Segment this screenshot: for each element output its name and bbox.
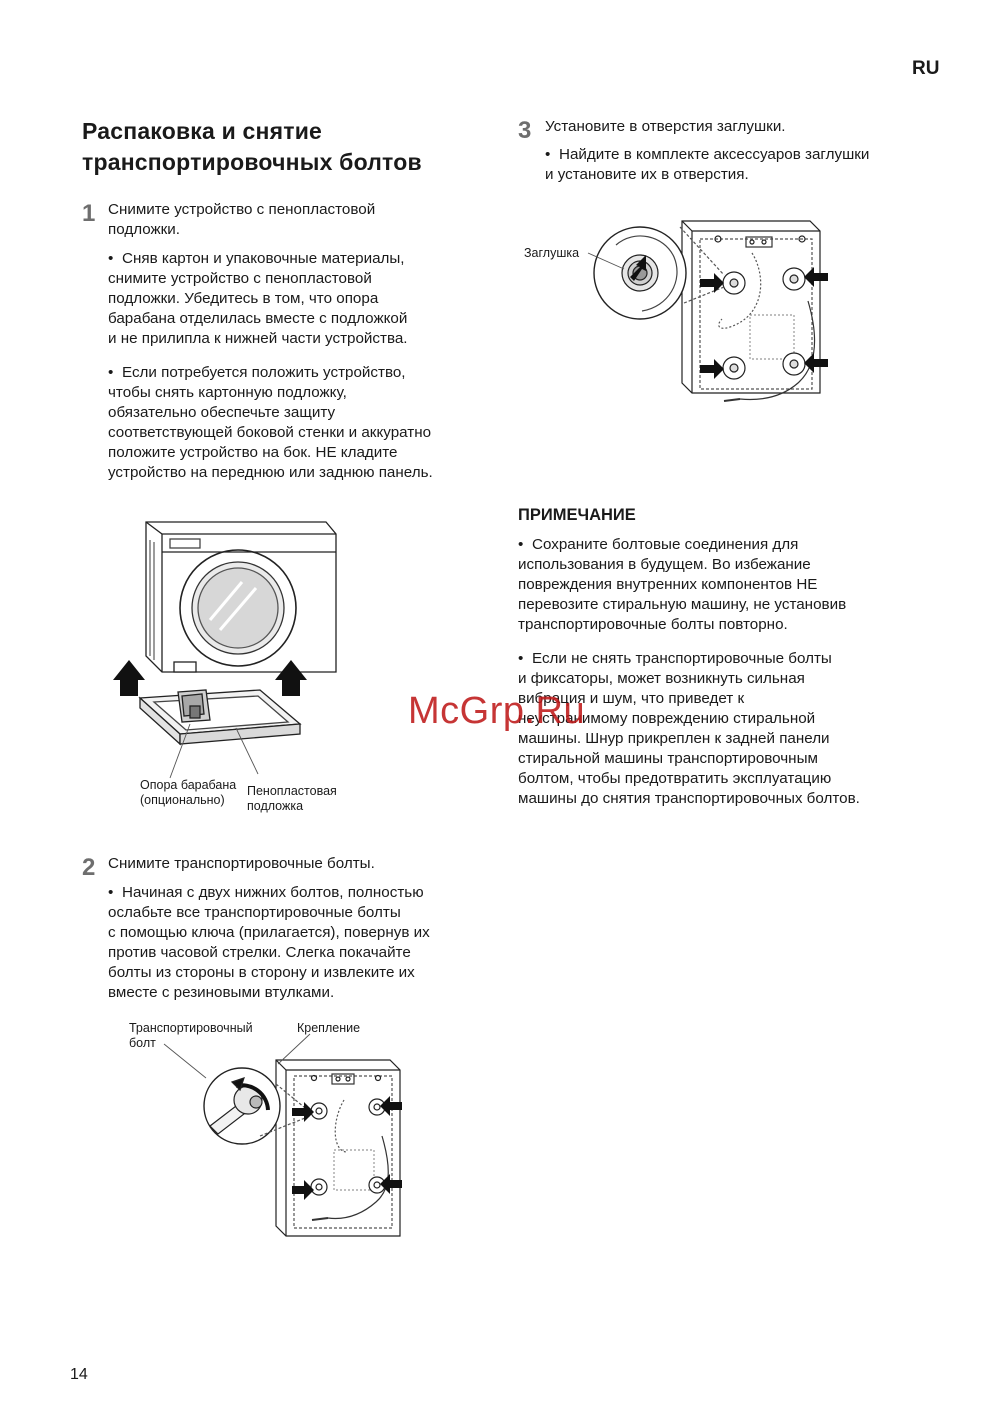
caption-line: подложка bbox=[247, 799, 304, 813]
step-1-instruction bbox=[108, 200, 488, 240]
title-line-1: Распаковка и снятие bbox=[82, 118, 323, 144]
bullet-line: повреждения внутренних компонентов НЕ bbox=[518, 576, 818, 593]
title-line-2: транспортировочных болтов bbox=[82, 149, 422, 175]
bullet-line: Сохраните болтовые соединения для bbox=[532, 536, 799, 553]
note-heading: ПРИМЕЧАНИЕ bbox=[518, 506, 636, 524]
bullet-line: вибрация и шум, что приведет к bbox=[518, 690, 745, 707]
bullet-line: Сняв картон и упаковочные материалы, bbox=[122, 250, 405, 267]
unpacking-illustration bbox=[110, 510, 370, 770]
bullet-line: с помощью ключа (прилагается), повернув их bbox=[108, 924, 430, 941]
bullet-line: перевозите стиральную машину, не установив bbox=[518, 596, 847, 613]
bullet-line: положите устройство на бок. НЕ кладите bbox=[108, 444, 398, 461]
bullet-dot: • bbox=[108, 364, 114, 381]
page-number: 14 bbox=[70, 1366, 88, 1383]
step-1-bullet-1 bbox=[108, 249, 512, 349]
step-3-bullet-1 bbox=[545, 145, 979, 185]
step-3-instruction: Установите в отверстия заглушки. bbox=[545, 118, 786, 135]
language-code: RU bbox=[912, 58, 940, 79]
bullet-line: машины до снятия транспортировочных болтов. bbox=[518, 790, 860, 807]
bullet-line: Если не снять транспортировочные болты bbox=[532, 650, 832, 667]
bullet-dot: • bbox=[518, 650, 524, 667]
cap-insertion-illustration bbox=[590, 215, 840, 425]
bullet-line: машины. Шнур прикреплен к задней панели bbox=[518, 730, 830, 747]
step-2-bullet-1 bbox=[108, 883, 512, 1003]
note-bullet-2 bbox=[518, 649, 972, 809]
bullet-line: стиральной машины транспортировочным bbox=[518, 750, 818, 767]
caption-line: Транспортировочный bbox=[129, 1021, 253, 1035]
bullet-line: болты из стороны в сторону и извлеките их bbox=[108, 964, 415, 981]
bullet-line: ослабьте все транспортировочные болты bbox=[108, 904, 401, 921]
watermark: McGrp.Ru bbox=[408, 690, 586, 732]
bullet-line: вместе с резиновыми втулками. bbox=[108, 984, 335, 1001]
bullet-line: неустранимому повреждению стиральной bbox=[518, 710, 816, 727]
bullet-line: подложки. Убедитесь в том, что опора bbox=[108, 290, 379, 307]
step-2-number: 2 bbox=[82, 854, 96, 881]
drum-support-caption bbox=[140, 778, 236, 808]
step-3-number: 3 bbox=[518, 117, 532, 144]
section-title bbox=[82, 116, 502, 178]
bullet-dot: • bbox=[108, 250, 114, 267]
bullet-line: чтобы снять картонную подложку, bbox=[108, 384, 347, 401]
bullet-line: и фиксаторы, может возникнуть сильная bbox=[518, 670, 805, 687]
bullet-line: обязательно обеспечьте защиту bbox=[108, 404, 336, 421]
bolt-removal-illustration bbox=[160, 1040, 420, 1240]
bullet-line: Если потребуется положить устройство, bbox=[122, 364, 406, 381]
caption-line: болт bbox=[129, 1036, 156, 1050]
bullet-line: устройство на переднюю или заднюю панель. bbox=[108, 464, 433, 481]
step-1-number: 1 bbox=[82, 200, 96, 227]
step-1-bullet-2 bbox=[108, 363, 512, 483]
step-2-instruction: Снимите транспортировочные болты. bbox=[108, 855, 375, 872]
bullet-dot: • bbox=[545, 146, 551, 163]
bracket-caption: Крепление bbox=[297, 1021, 361, 1035]
step-1-line: Снимите устройство с пенопластовой bbox=[108, 201, 376, 218]
bullet-line: соответствующей боковой стенки и аккуратно bbox=[108, 424, 432, 441]
bullet-line: использования в будущем. Во избежание bbox=[518, 556, 811, 573]
bullet-line: и не прилипла к нижней части устройства. bbox=[108, 330, 408, 347]
bullet-line: снимите устройство с пенопластовой bbox=[108, 270, 372, 287]
caption-line: Пенопластовая bbox=[247, 784, 337, 798]
bullet-line: болтом, чтобы предотвратить эксплуатацию bbox=[518, 770, 832, 787]
note-bullet-1 bbox=[518, 535, 972, 635]
foam-base-caption bbox=[247, 784, 337, 814]
bullet-line: и установите их в отверстия. bbox=[545, 166, 749, 183]
step-1-line: подложки. bbox=[108, 221, 181, 238]
bullet-line: транспортировочные болты повторно. bbox=[518, 616, 788, 633]
bullet-dot: • bbox=[108, 884, 114, 901]
bullet-line: Начиная с двух нижних болтов, полностью bbox=[122, 884, 424, 901]
cap-plug-caption: Заглушка bbox=[524, 246, 580, 260]
caption-line: (опционально) bbox=[140, 793, 225, 807]
bullet-line: барабана отделилась вместе с подложкой bbox=[108, 310, 408, 327]
bullet-line: против часовой стрелки. Слегка покачайте bbox=[108, 944, 411, 961]
caption-line: Опора барабана bbox=[140, 778, 237, 792]
bullet-line: Найдите в комплекте аксессуаров заглушки bbox=[559, 146, 870, 163]
bullet-dot: • bbox=[518, 536, 524, 553]
